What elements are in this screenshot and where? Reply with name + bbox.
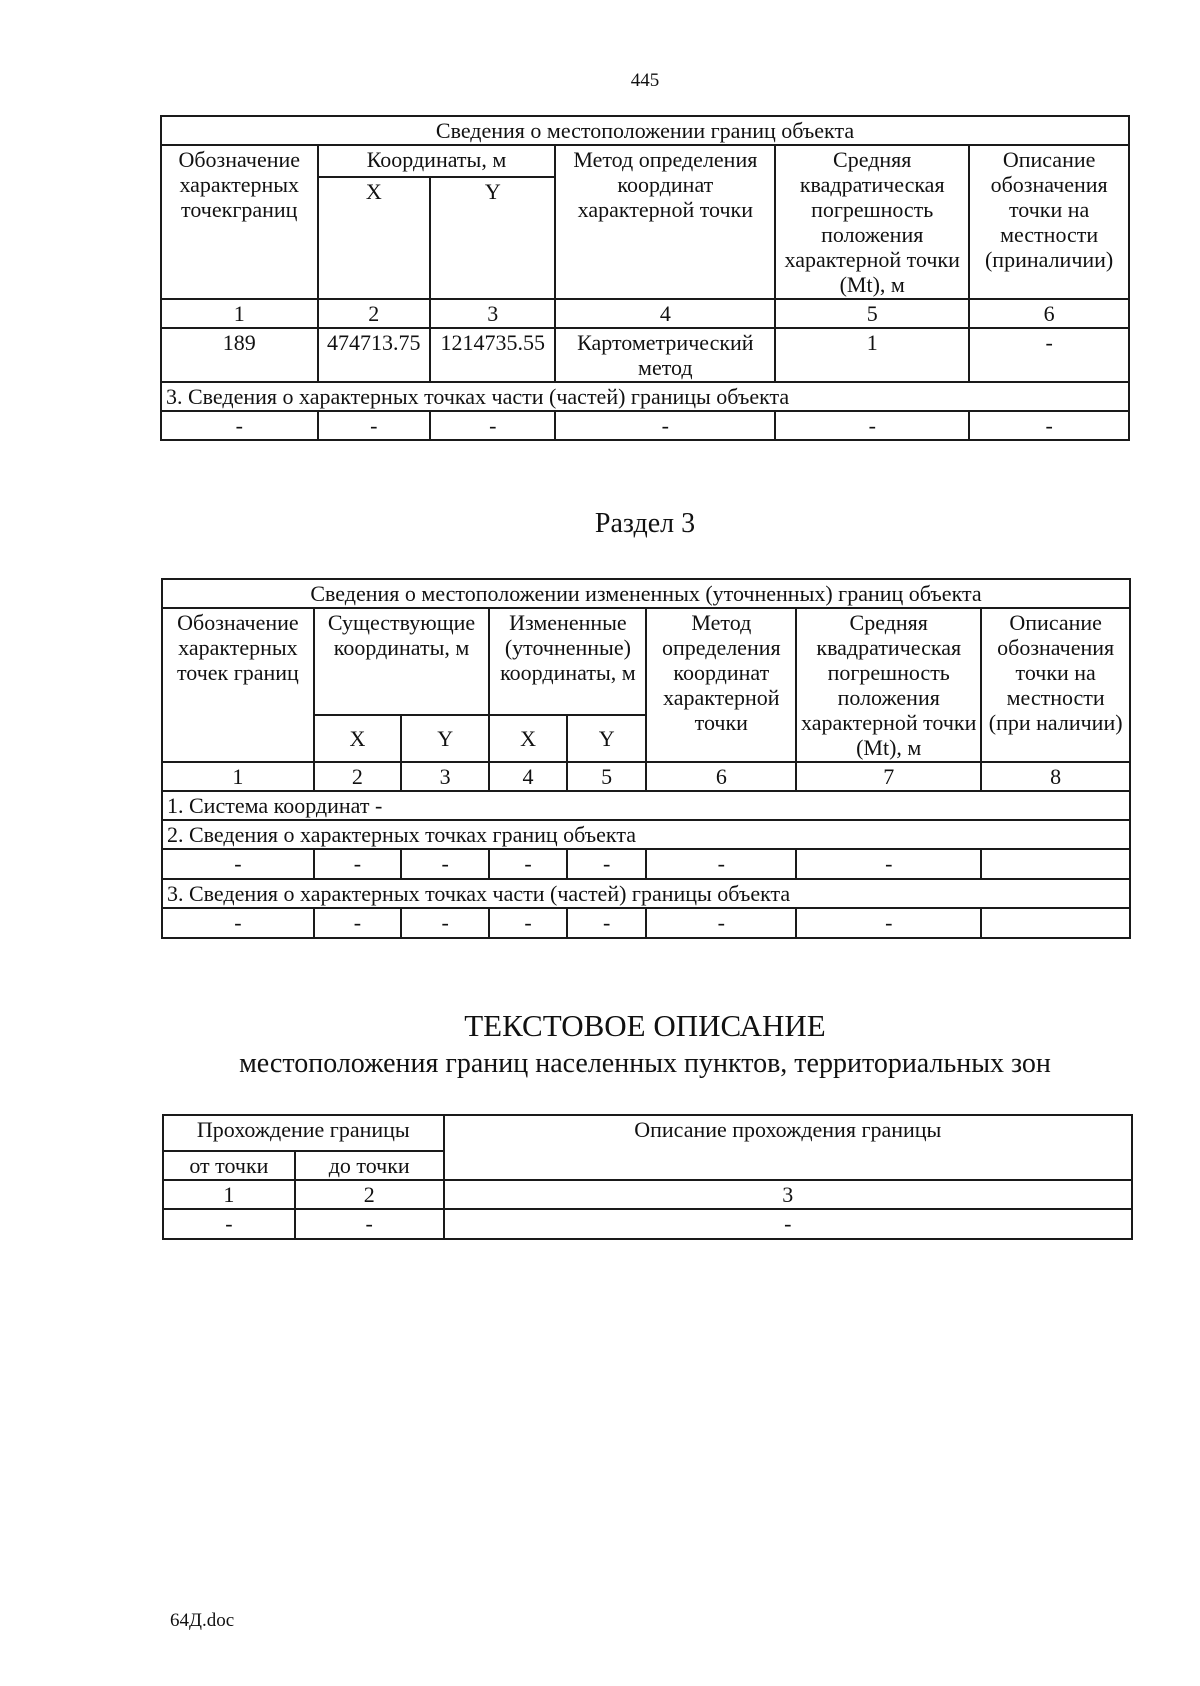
cell: - <box>796 908 981 938</box>
cell: - <box>295 1209 444 1239</box>
cell: - <box>444 1209 1132 1239</box>
header-changed-coordinates: Измененные (уточненные) координаты, м <box>489 608 646 715</box>
header-description: Описание обозначения точки на местности (при наличии) <box>981 608 1130 762</box>
header-to-point: до точки <box>295 1151 444 1180</box>
header-existing-coordinates: Существующие координаты, м <box>314 608 489 715</box>
cell: - <box>401 849 489 879</box>
header-method: Метод определения координат характерной точки <box>646 608 796 762</box>
header-passage: Прохождение границы <box>163 1115 444 1151</box>
document-subtitle: местоположения границ населенных пунктов, территориальных зон <box>239 1048 1051 1079</box>
column-number-row <box>163 1180 1132 1209</box>
table-row <box>161 328 1129 382</box>
table-row <box>161 411 1129 440</box>
cell: - <box>161 411 318 440</box>
table-row <box>163 1209 1132 1239</box>
cell: - <box>163 1209 295 1239</box>
header-row <box>163 1115 1132 1151</box>
document-title: ТЕКСТОВОЕ ОПИСАНИЕ <box>464 1008 826 1043</box>
header-designation: Обозначение характерных точекграниц <box>161 145 318 299</box>
cell <box>981 849 1130 879</box>
header-y: Y <box>430 177 555 299</box>
col-number: 1 <box>163 1180 295 1209</box>
cell: - <box>555 411 775 440</box>
header-passage-description: Описание прохождения границы <box>444 1115 1132 1180</box>
cell-y: 1214735.55 <box>430 328 555 382</box>
col-number: 4 <box>555 299 775 328</box>
file-name-footer: 64Д.doc <box>170 1610 235 1631</box>
col-number: 3 <box>444 1180 1132 1209</box>
cell: - <box>318 411 431 440</box>
cell-x: 474713.75 <box>318 328 431 382</box>
header-error: Средняя квадратическая погрешность положения характерной точки (Mt), м <box>775 145 969 299</box>
cell: - <box>489 849 567 879</box>
cell: - <box>969 411 1129 440</box>
col-number: 2 <box>314 762 401 791</box>
cell: - <box>567 849 647 879</box>
cell: - <box>430 411 555 440</box>
boundary-passage-table <box>162 1114 1133 1240</box>
cell-error: 1 <box>775 328 969 382</box>
column-number-row <box>162 762 1130 791</box>
cell: - <box>646 849 796 879</box>
section3-label: 3. Сведения о характерных точках части (частей) границы объекта <box>162 879 1130 908</box>
col-number: 6 <box>969 299 1129 328</box>
header-description: Описание обозначения точки на местности (приналичии) <box>969 145 1129 299</box>
header-x: X <box>318 177 431 299</box>
coordinate-system-label: 1. Система координат - <box>162 791 1130 820</box>
cell: - <box>775 411 969 440</box>
header-row <box>161 145 1129 177</box>
col-number: 5 <box>775 299 969 328</box>
table-title-row <box>162 579 1130 608</box>
boundary-location-table <box>160 115 1130 441</box>
cell: - <box>646 908 796 938</box>
section-label-row <box>162 879 1130 908</box>
column-number-row <box>161 299 1129 328</box>
header-coordinates: Координаты, м <box>318 145 556 177</box>
cell: - <box>162 849 314 879</box>
cell: - <box>567 908 647 938</box>
cell <box>981 908 1130 938</box>
section-label-row <box>162 820 1130 849</box>
table-row <box>162 849 1130 879</box>
col-number: 2 <box>318 299 431 328</box>
header-method: Метод определения координат характерной точки <box>555 145 775 299</box>
header-x: X <box>489 715 567 762</box>
col-number: 4 <box>489 762 567 791</box>
section2-label: 2. Сведения о характерных точках границ объекта <box>162 820 1130 849</box>
page-number: 445 <box>630 70 660 91</box>
col-number: 3 <box>401 762 489 791</box>
table-title: Сведения о местоположении измененных (уточненных) границ объекта <box>162 579 1130 608</box>
cell: - <box>162 908 314 938</box>
cell-description: - <box>969 328 1129 382</box>
col-number: 2 <box>295 1180 444 1209</box>
header-from-point: от точки <box>163 1151 295 1180</box>
cell-method: Картометрический метод <box>555 328 775 382</box>
col-number: 7 <box>796 762 981 791</box>
changed-boundaries-table <box>161 578 1131 939</box>
cell: - <box>796 849 981 879</box>
col-number: 1 <box>162 762 314 791</box>
section-label-row <box>162 791 1130 820</box>
header-x: X <box>314 715 401 762</box>
section3-label: 3. Сведения о характерных точках части (частей) границы объекта <box>161 382 1129 411</box>
header-row <box>162 608 1130 715</box>
col-number: 6 <box>646 762 796 791</box>
section-label-row <box>161 382 1129 411</box>
col-number: 3 <box>430 299 555 328</box>
header-y: Y <box>567 715 647 762</box>
cell: - <box>314 908 401 938</box>
table-title-row <box>161 116 1129 145</box>
table-title: Сведения о местоположении границ объекта <box>161 116 1129 145</box>
cell: - <box>489 908 567 938</box>
header-error: Средняя квадратическая погрешность положения характерной точки (Mt), м <box>796 608 981 762</box>
table-row <box>162 908 1130 938</box>
col-number: 5 <box>567 762 647 791</box>
header-y: Y <box>401 715 489 762</box>
header-designation: Обозначение характерных точек границ <box>162 608 314 762</box>
cell: - <box>314 849 401 879</box>
col-number: 1 <box>161 299 318 328</box>
cell-point-id: 189 <box>161 328 318 382</box>
section-heading: Раздел 3 <box>594 508 696 539</box>
col-number: 8 <box>981 762 1130 791</box>
cell: - <box>401 908 489 938</box>
